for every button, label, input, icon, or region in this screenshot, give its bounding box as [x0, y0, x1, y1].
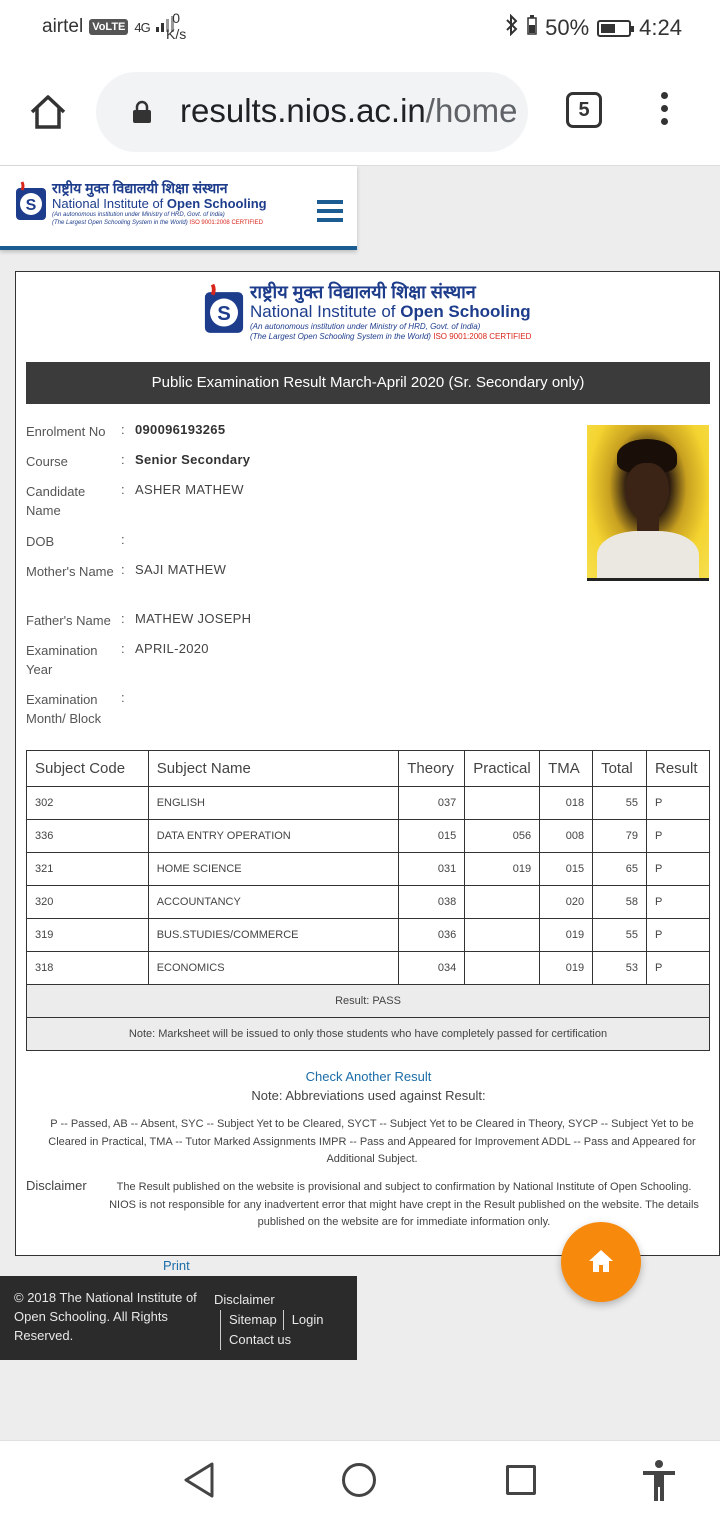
- field-value: MATHEW JOSEPH: [135, 611, 252, 626]
- speed-unit: K/s: [166, 26, 187, 42]
- cell-theory: 015: [399, 820, 465, 853]
- field-label: Father's Name: [26, 613, 111, 628]
- web-page: [0, 166, 720, 1440]
- nios-emblem-icon: [202, 282, 246, 343]
- table-row: [27, 952, 710, 985]
- field-colon: :: [121, 422, 125, 437]
- cell-tma: 020: [540, 886, 593, 919]
- browser-toolbar: [0, 56, 720, 166]
- logo-sub2-text: (The Largest Open Schooling System in the World): [52, 220, 188, 226]
- logo-iso: ISO 9001:2008 CERTIFIED: [433, 332, 532, 341]
- print-link[interactable]: Print: [163, 1258, 190, 1273]
- field-value: APRIL-2020: [135, 641, 209, 656]
- site-header: [0, 166, 357, 250]
- cell-practical: [465, 952, 540, 985]
- field-label: Examination Year: [26, 643, 98, 677]
- browser-home-button[interactable]: [28, 92, 68, 132]
- cell-theory: 037: [399, 787, 465, 820]
- field-value: ASHER MATHEW: [135, 482, 244, 497]
- cell-result: P: [647, 952, 710, 985]
- status-bar: [0, 0, 720, 56]
- volte-badge: VoLTE: [89, 19, 128, 35]
- field-label: Mother's Name: [26, 564, 114, 579]
- cell-tma: 018: [540, 787, 593, 820]
- cell-name: DATA ENTRY OPERATION: [148, 820, 399, 853]
- note-row: [27, 1018, 710, 1051]
- battery-icon: [597, 20, 631, 37]
- footer-sitemap-link[interactable]: Sitemap: [220, 1310, 277, 1330]
- col-header: Total: [593, 751, 647, 787]
- cell-tma: 019: [540, 952, 593, 985]
- result-banner: Public Examination Result March-April 2020 (Sr. Secondary only): [26, 362, 710, 404]
- col-header: Result: [647, 751, 710, 787]
- field-colon: :: [121, 532, 125, 547]
- cell-total: 55: [593, 787, 647, 820]
- cell-name: BUS.STUDIES/COMMERCE: [148, 919, 399, 952]
- logo-english-prefix: National Institute of: [52, 196, 167, 211]
- cell-name: ENGLISH: [148, 787, 399, 820]
- field-label: DOB: [26, 534, 55, 549]
- cell-total: 65: [593, 853, 647, 886]
- cell-practical: 056: [465, 820, 540, 853]
- bluetooth-icon: [505, 14, 519, 42]
- cell-result: P: [647, 820, 710, 853]
- logo-english: [250, 302, 531, 322]
- network-speed: [166, 10, 186, 42]
- url-text: [180, 92, 518, 130]
- cell-result: P: [647, 853, 710, 886]
- svg-text:S: S: [25, 197, 37, 214]
- nios-logo[interactable]: [14, 180, 267, 229]
- result-card: [15, 271, 720, 1256]
- col-header: Theory: [399, 751, 465, 787]
- url-path: /home: [425, 92, 518, 129]
- field-label: Examination Month/ Block: [26, 692, 102, 726]
- logo-english: [52, 196, 267, 211]
- cell-name: ACCOUNTANCY: [148, 886, 399, 919]
- cell-code: 319: [27, 919, 149, 952]
- cell-tma: 019: [540, 919, 593, 952]
- home-icon: [28, 92, 68, 132]
- table-row: [27, 886, 710, 919]
- field-colon: :: [121, 562, 125, 577]
- back-icon[interactable]: [182, 1461, 216, 1504]
- svg-text:S: S: [217, 303, 231, 326]
- candidate-photo: [587, 425, 709, 581]
- logo-iso: ISO 9001:2008 CERTIFIED: [189, 220, 263, 226]
- footer-login-link[interactable]: Login: [283, 1310, 324, 1330]
- carrier-info: [42, 16, 174, 38]
- battery-small-icon: [527, 15, 537, 41]
- nios-emblem-icon: [14, 180, 48, 229]
- site-footer: [0, 1276, 357, 1360]
- marks-table: [26, 750, 710, 1051]
- field-colon: :: [121, 452, 125, 467]
- address-bar[interactable]: [96, 72, 528, 152]
- abbreviations-text: P -- Passed, AB -- Absent, SYC -- Subject Yet to be Cleared, SYCT -- Subject Yet to be Cleared in Theory, SYCP -- Subject Yet to be Cleared in Practical, TMA -- Tutor Marked Assignments IMPR -- Pass and Appeared for Improvement ADDL -- Pass and Appeared for Additional Subject.: [48, 1118, 696, 1165]
- cell-practical: [465, 919, 540, 952]
- table-row: [27, 820, 710, 853]
- cell-name: HOME SCIENCE: [148, 853, 399, 886]
- table-row: [27, 853, 710, 886]
- col-header: TMA: [540, 751, 593, 787]
- field-colon: :: [121, 482, 125, 497]
- overall-result: Result: PASS: [27, 985, 710, 1018]
- speed-value: 0: [172, 10, 181, 26]
- logo-sub1: (An autonomous institution under Ministry of HRD, Govt. of India): [250, 322, 481, 331]
- cell-practical: 019: [465, 853, 540, 886]
- url-domain: results.nios.ac.in: [180, 92, 426, 129]
- logo-hindi: राष्ट्रीय मुक्त विद्यालयी शिक्षा संस्थान: [52, 180, 228, 196]
- cell-result: P: [647, 886, 710, 919]
- logo-hindi: राष्ट्रीय मुक्त विद्यालयी शिक्षा संस्थान: [250, 282, 476, 302]
- cell-tma: 008: [540, 820, 593, 853]
- copyright-text: © 2018 The National Institute of Open Schooling. All Rights Reserved.: [14, 1290, 197, 1343]
- col-header: Subject Code: [27, 751, 149, 787]
- field-colon: :: [121, 611, 125, 626]
- footer-links: [214, 1290, 324, 1350]
- network-type: 4G: [134, 19, 150, 35]
- cell-theory: 036: [399, 919, 465, 952]
- hamburger-menu-icon[interactable]: [317, 200, 343, 222]
- logo-english-bold: Open Schooling: [400, 302, 531, 321]
- clock: 4:24: [639, 15, 682, 40]
- lock-icon: [132, 100, 152, 122]
- cell-total: 53: [593, 952, 647, 985]
- logo-english-bold: Open Schooling: [166, 196, 267, 211]
- table-row: [27, 787, 710, 820]
- logo-sub2: [250, 332, 531, 342]
- disclaimer-text: The Result published on the website is provisional and subject to confirmation by National Institute of Open Schooling. NIOS is not responsible for any inadvertent error that might have crept in the Result published on the website. The details published on the website are for immediate information only.: [109, 1181, 699, 1228]
- home-icon: [588, 1249, 614, 1273]
- footer-contact-link[interactable]: Contact us: [220, 1330, 291, 1350]
- carrier-name: airtel: [42, 16, 84, 37]
- cell-theory: 038: [399, 886, 465, 919]
- field-colon: :: [121, 641, 125, 656]
- logo-sub2: [52, 219, 267, 227]
- check-another-result-link[interactable]: Check Another Result: [305, 1069, 432, 1084]
- logo-sub1: (An autonomous institution under Ministry of HRD, Govt. of India): [52, 212, 225, 218]
- candidate-fields: [26, 424, 586, 734]
- col-header: Subject Name: [148, 751, 399, 787]
- cell-code: 320: [27, 886, 149, 919]
- cell-result: P: [647, 787, 710, 820]
- field-value: Senior Secondary: [135, 452, 251, 467]
- footer-disclaimer-link[interactable]: Disclaimer: [214, 1292, 275, 1307]
- cell-code: 318: [27, 952, 149, 985]
- field-label: Course: [26, 454, 68, 469]
- system-status: [505, 14, 682, 42]
- field-label: Candidate Name: [26, 484, 86, 518]
- overall-result-row: [27, 985, 710, 1018]
- cell-theory: 034: [399, 952, 465, 985]
- col-header: Practical: [465, 751, 540, 787]
- nav-home-icon[interactable]: [342, 1463, 376, 1497]
- table-row: [27, 919, 710, 952]
- cell-total: 79: [593, 820, 647, 853]
- result-logo: [202, 282, 531, 343]
- field-value: 090096193265: [135, 422, 226, 437]
- cell-practical: [465, 787, 540, 820]
- cell-code: 321: [27, 853, 149, 886]
- tab-switcher-button[interactable]: 5: [566, 92, 602, 128]
- field-label: Enrolment No: [26, 424, 106, 439]
- abbreviations-title: Note: Abbreviations used against Result:: [251, 1088, 486, 1103]
- recent-apps-icon[interactable]: [506, 1465, 536, 1495]
- cell-theory: 031: [399, 853, 465, 886]
- table-header-row: [27, 751, 710, 787]
- accessibility-icon[interactable]: [640, 1459, 678, 1508]
- cell-total: 58: [593, 886, 647, 919]
- logo-sub2-text: (The Largest Open Schooling System in the World): [250, 332, 431, 341]
- field-colon: :: [121, 690, 125, 705]
- home-fab-button[interactable]: [561, 1222, 641, 1302]
- cell-name: ECONOMICS: [148, 952, 399, 985]
- cell-result: P: [647, 919, 710, 952]
- system-nav-bar: [0, 1440, 720, 1520]
- cell-code: 336: [27, 820, 149, 853]
- more-options-icon[interactable]: [654, 92, 674, 132]
- battery-percent: 50%: [545, 15, 590, 40]
- cell-total: 55: [593, 919, 647, 952]
- marksheet-note: Note: Marksheet will be issued to only those students who have completely passed for certification: [27, 1018, 710, 1051]
- cell-code: 302: [27, 787, 149, 820]
- field-value: SAJI MATHEW: [135, 562, 227, 577]
- cell-practical: [465, 886, 540, 919]
- cell-tma: 015: [540, 853, 593, 886]
- disclaimer-label: Disclaimer: [26, 1178, 87, 1193]
- logo-english-prefix: National Institute of: [250, 302, 401, 321]
